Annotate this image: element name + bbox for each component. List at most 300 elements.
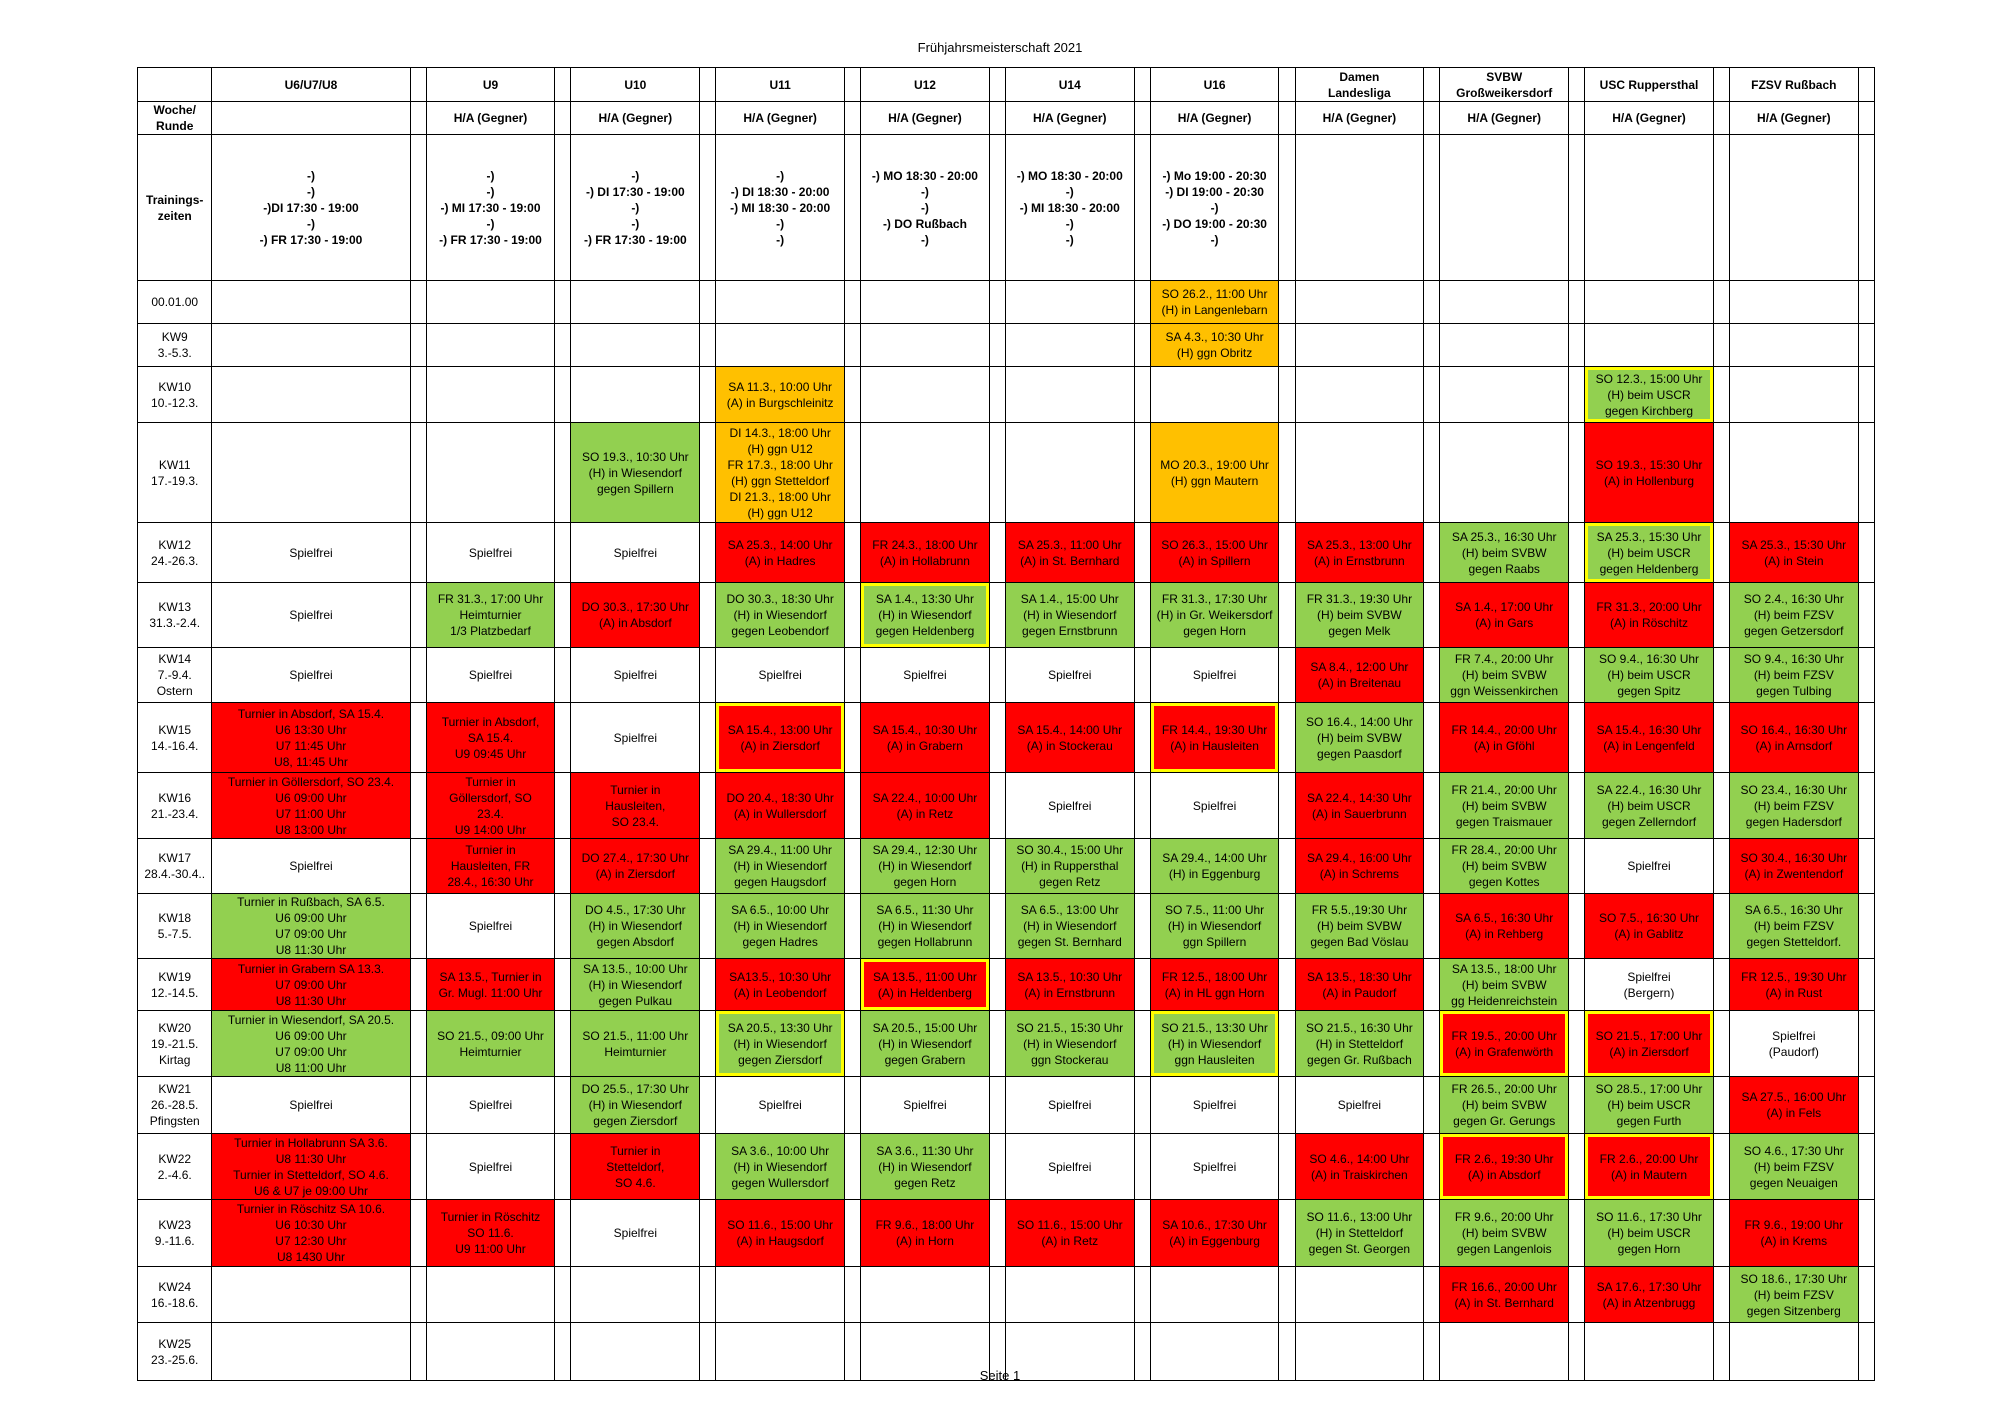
spacer-cell [700,583,716,648]
spacer-cell [1713,367,1729,423]
empty-cell [571,367,700,423]
spacer-cell [1279,648,1295,703]
empty-cell [1729,324,1858,367]
match-cell: FR 31.3., 19:30 Uhr (H) beim SVBW gegen Melk [1295,583,1424,648]
spacer-cell [1134,839,1150,894]
spacer-cell [410,1011,426,1077]
match-cell: Spielfrei [1150,1077,1279,1134]
empty-cell [571,1267,700,1323]
spacer-cell [1569,281,1585,324]
spacer-cell [845,1011,861,1077]
match-cell: SA 11.3., 10:00 Uhr (A) in Burgschleinitz [716,367,845,423]
week-label: KW19 12.-14.5. [138,959,212,1011]
match-cell: FR 19.5., 20:00 Uhr (A) in Grafenwörth [1440,1011,1569,1077]
spacer-cell [1279,1200,1295,1267]
spacer-cell [1279,102,1295,135]
match-cell: SA 13.5., Turnier in Gr. Mugl. 11:00 Uhr [426,959,555,1011]
match-cell: Spielfrei [1005,1077,1134,1134]
spacer-cell [1424,773,1440,839]
empty-cell [1295,367,1424,423]
match-cell: Spielfrei [426,1134,555,1200]
week-row [138,1011,1875,1077]
ha-column-header: H/A (Gegner) [1585,102,1714,135]
spacer-cell [845,423,861,523]
spacer-cell [1858,102,1874,135]
match-cell: SA 3.6., 10:00 Uhr (H) in Wiesendorf gegen Wullersdorf [716,1134,845,1200]
empty-cell [1150,1267,1279,1323]
match-cell: SA 8.4., 12:00 Uhr (A) in Breitenau [1295,648,1424,703]
week-row [138,1077,1875,1134]
spacer-cell [845,102,861,135]
match-cell: Spielfrei [861,648,990,703]
match-cell: Spielfrei [1005,1134,1134,1200]
match-cell: SA 29.4., 11:00 Uhr (H) in Wiesendorf gegen Haugsdorf [716,839,845,894]
match-cell: SA 6.5., 16:30 Uhr (A) in Rehberg [1440,894,1569,959]
spacer-cell [989,648,1005,703]
match-cell: Turnier in Stetteldorf, SO 4.6. [571,1134,700,1200]
spacer-cell [989,894,1005,959]
match-cell: SO 11.6., 15:00 Uhr (A) in Retz [1005,1200,1134,1267]
spacer-cell [410,1077,426,1134]
week-label: KW15 14.-16.4. [138,703,212,773]
week-label: KW12 24.-26.3. [138,523,212,583]
week-row [138,583,1875,648]
spacer-cell [410,281,426,324]
spacer-cell [989,1200,1005,1267]
corner-cell [138,68,212,102]
empty-cell [212,423,410,523]
spacer-cell [410,68,426,102]
empty-cell [716,324,845,367]
spacer-cell [555,367,571,423]
spacer-cell [1134,102,1150,135]
spacer-cell [1424,102,1440,135]
spacer-cell [989,68,1005,102]
training-times-cell [1585,135,1714,281]
week-row [138,1267,1875,1323]
match-cell: SO 23.4., 16:30 Uhr (H) beim FZSV gegen Hadersdorf [1729,773,1858,839]
team-header: U10 [571,68,700,102]
match-cell: FR 26.5., 20:00 Uhr (H) beim SVBW gegen Gr. Gerungs [1440,1077,1569,1134]
match-cell: Spielfrei [1005,773,1134,839]
empty-cell [1729,367,1858,423]
empty-cell [861,1267,990,1323]
training-times-cell [1729,135,1858,281]
spacer-cell [1279,135,1295,281]
spacer-cell [410,1134,426,1200]
match-cell: Turnier in Röschitz SO 11.6. U9 11:00 Uhr [426,1200,555,1267]
spacer-cell [555,68,571,102]
week-label: KW22 2.-4.6. [138,1134,212,1200]
match-cell: Spielfrei [1295,1077,1424,1134]
spacer-cell [555,959,571,1011]
spacer-cell [555,135,571,281]
match-cell: SA 1.4., 15:00 Uhr (H) in Wiesendorf gegen Ernstbrunn [1005,583,1134,648]
training-times-cell: -) -) DI 17:30 - 19:00 -) -) -) FR 17:30 - 19:00 [571,135,700,281]
match-cell: SO 16.4., 16:30 Uhr (A) in Arnsdorf [1729,703,1858,773]
week-label: KW9 3.-5.3. [138,324,212,367]
spacer-cell [555,423,571,523]
match-cell: SO 28.5., 17:00 Uhr (H) beim USCR gegen Furth [1585,1077,1714,1134]
empty-cell [1295,281,1424,324]
match-cell: Spielfrei [1005,648,1134,703]
training-label: Trainings- zeiten [138,135,212,281]
spacer-cell [1424,959,1440,1011]
match-cell: SO 26.2., 11:00 Uhr (H) in Langenlebarn [1150,281,1279,324]
spacer-cell [1279,959,1295,1011]
match-cell: Turnier in Absdorf, SA 15.4. U6 13:30 Uhr U7 11:45 Uhr U8, 11:45 Uhr [212,703,410,773]
training-times-cell [1295,135,1424,281]
spacer-cell [1134,894,1150,959]
match-cell: SA 13.5., 10:00 Uhr (H) in Wiesendorf gegen Pulkau [571,959,700,1011]
spacer-cell [1858,324,1874,367]
empty-cell [1585,281,1714,324]
spacer-cell [989,1077,1005,1134]
spacer-cell [700,773,716,839]
spacer-cell [1713,1267,1729,1323]
spacer-cell [555,1200,571,1267]
spacer-cell [1569,102,1585,135]
training-times-cell: -) Mo 19:00 - 20:30 -) DI 19:00 - 20:30 -) -) DO 19:00 - 20:30 -) [1150,135,1279,281]
match-cell: SA 15.4., 10:30 Uhr (A) in Grabern [861,703,990,773]
match-cell: Spielfrei [426,894,555,959]
match-cell: Turnier in Hausleiten, SO 23.4. [571,773,700,839]
week-label: KW13 31.3.-2.4. [138,583,212,648]
empty-cell [861,281,990,324]
spacer-cell [845,773,861,839]
match-cell: Spielfrei [861,1077,990,1134]
spacer-cell [1569,703,1585,773]
spacer-cell [1713,281,1729,324]
spacer-cell [555,523,571,583]
spacer-cell [1713,523,1729,583]
spacer-cell [1134,423,1150,523]
spacer-cell [1713,135,1729,281]
match-cell: Spielfrei [426,523,555,583]
spacer-cell [410,648,426,703]
spacer-cell [845,1267,861,1323]
match-cell: FR 28.4., 20:00 Uhr (H) beim SVBW gegen Kottes [1440,839,1569,894]
spacer-cell [1424,583,1440,648]
match-cell: SA 1.4., 13:30 Uhr (H) in Wiesendorf gegen Heldenberg [861,583,990,648]
spacer-cell [989,324,1005,367]
spacer-cell [410,324,426,367]
empty-cell [212,324,410,367]
spacer-cell [1279,423,1295,523]
match-cell: SO 21.5., 16:30 Uhr (H) in Stetteldorf gegen Gr. Rußbach [1295,1011,1424,1077]
match-cell: Spielfrei [1585,839,1714,894]
ha-column-header: H/A (Gegner) [1440,102,1569,135]
spacer-cell [1279,281,1295,324]
spacer-cell [1858,648,1874,703]
spacer-cell [555,281,571,324]
spacer-cell [1279,1077,1295,1134]
spacer-cell [1134,1077,1150,1134]
spacer-cell [989,281,1005,324]
spacer-cell [1569,423,1585,523]
empty-cell [1729,281,1858,324]
spacer-cell [555,1011,571,1077]
ha-column-header: H/A (Gegner) [1150,102,1279,135]
spacer-cell [700,648,716,703]
spacer-cell [845,959,861,1011]
spacer-cell [555,324,571,367]
spacer-cell [1858,959,1874,1011]
match-cell: Spielfrei [212,523,410,583]
spacer-cell [1134,648,1150,703]
spacer-cell [1424,324,1440,367]
team-header: U14 [1005,68,1134,102]
week-row [138,839,1875,894]
match-cell: SO 11.6., 13:00 Uhr (H) in Stetteldorf gegen St. Georgen [1295,1200,1424,1267]
match-cell: SA 25.3., 11:00 Uhr (A) in St. Bernhard [1005,523,1134,583]
team-header: USC Ruppersthal [1585,68,1714,102]
spacer-cell [1569,894,1585,959]
spacer-cell [700,839,716,894]
week-label: KW11 17.-19.3. [138,423,212,523]
empty-cell [716,281,845,324]
spacer-cell [1424,281,1440,324]
team-header: U16 [1150,68,1279,102]
empty-cell [1440,324,1569,367]
week-row [138,367,1875,423]
match-cell: SA 27.5., 16:00 Uhr (A) in Fels [1729,1077,1858,1134]
spacer-cell [410,523,426,583]
spacer-cell [1134,773,1150,839]
match-cell: FR 9.6., 20:00 Uhr (H) beim SVBW gegen Langenlois [1440,1200,1569,1267]
empty-cell [716,1267,845,1323]
week-label: KW18 5.-7.5. [138,894,212,959]
empty-cell [571,324,700,367]
spacer-cell [1569,648,1585,703]
spacer-cell [700,894,716,959]
match-cell: SA 13.5., 18:30 Uhr (A) in Paudorf [1295,959,1424,1011]
match-cell: SA 4.3., 10:30 Uhr (H) ggn Obritz [1150,324,1279,367]
spacer-cell [845,648,861,703]
match-cell: Turnier in Absdorf, SA 15.4. U9 09:45 Uhr [426,703,555,773]
week-row [138,703,1875,773]
week-row [138,324,1875,367]
empty-cell [1440,367,1569,423]
spacer-cell [1713,1011,1729,1077]
match-cell: SA 1.4., 17:00 Uhr (A) in Gars [1440,583,1569,648]
spacer-cell [845,1200,861,1267]
week-label: KW16 21.-23.4. [138,773,212,839]
spacer-cell [1134,1011,1150,1077]
spacer-cell [1424,68,1440,102]
match-cell: SA 29.4., 12:30 Uhr (H) in Wiesendorf gegen Horn [861,839,990,894]
spacer-cell [410,1267,426,1323]
match-cell: SO 4.6., 17:30 Uhr (H) beim FZSV gegen Neuaigen [1729,1134,1858,1200]
spacer-cell [845,68,861,102]
match-cell: SO 4.6., 14:00 Uhr (A) in Traiskirchen [1295,1134,1424,1200]
spacer-cell [555,703,571,773]
team-header: U11 [716,68,845,102]
spacer-cell [1279,324,1295,367]
match-cell: DO 4.5., 17:30 Uhr (H) in Wiesendorf gegen Absdorf [571,894,700,959]
match-cell: FR 21.4., 20:00 Uhr (H) beim SVBW gegen Traismauer [1440,773,1569,839]
match-cell: FR 9.6., 19:00 Uhr (A) in Krems [1729,1200,1858,1267]
match-cell: SO 11.6., 17:30 Uhr (H) beim USCR gegen Horn [1585,1200,1714,1267]
training-times-cell [1440,135,1569,281]
spacer-cell [1569,1077,1585,1134]
match-cell: SA 6.5., 13:00 Uhr (H) in Wiesendorf gegen St. Bernhard [1005,894,1134,959]
spacer-cell [410,703,426,773]
spacer-cell [845,523,861,583]
match-cell: SA 17.6., 17:30 Uhr (A) in Atzenbrugg [1585,1267,1714,1323]
match-cell: Spielfrei [571,523,700,583]
spacer-cell [845,703,861,773]
spacer-cell [1134,367,1150,423]
match-cell: Spielfrei [426,1077,555,1134]
spacer-cell [410,959,426,1011]
empty-cell [426,324,555,367]
match-cell: FR 5.5.,19:30 Uhr (H) beim SVBW gegen Bad Vöslau [1295,894,1424,959]
empty-cell [861,367,990,423]
spacer-cell [700,959,716,1011]
spacer-cell [1134,281,1150,324]
empty-cell [426,423,555,523]
spacer-cell [700,1134,716,1200]
training-row [138,135,1875,281]
match-cell: FR 9.6., 18:00 Uhr (A) in Horn [861,1200,990,1267]
match-cell: SO 21.5., 13:30 Uhr (H) in Wiesendorf ggn Hausleiten [1150,1011,1279,1077]
spacer-cell [1424,523,1440,583]
spacer-cell [700,1011,716,1077]
spacer-cell [1569,773,1585,839]
spacer-cell [1858,423,1874,523]
match-cell: SO 7.5., 16:30 Uhr (A) in Gablitz [1585,894,1714,959]
spacer-cell [1279,773,1295,839]
match-cell: SO 9.4., 16:30 Uhr (H) beim FZSV gegen Tulbing [1729,648,1858,703]
spacer-cell [410,135,426,281]
match-cell: SA 20.5., 13:30 Uhr (H) in Wiesendorf gegen Ziersdorf [716,1011,845,1077]
match-cell: SA 25.3., 15:30 Uhr (A) in Stein [1729,523,1858,583]
spacer-cell [845,135,861,281]
match-cell: FR 31.3., 17:30 Uhr (H) in Gr. Weikersdorf gegen Horn [1150,583,1279,648]
spacer-cell [410,102,426,135]
spacer-cell [845,281,861,324]
match-cell: MO 20.3., 19:00 Uhr (H) ggn Mautern [1150,423,1279,523]
header-row-teams [138,68,1875,102]
spacer-cell [1858,523,1874,583]
match-cell: Turnier in Hollabrunn SA 3.6. U8 11:30 Uhr Turnier in Stetteldorf, SO 4.6. U6 & U7 je 09:00 Uhr [212,1134,410,1200]
week-row [138,959,1875,1011]
team-header: FZSV Rußbach [1729,68,1858,102]
match-cell: SA 25.3., 13:00 Uhr (A) in Ernstbrunn [1295,523,1424,583]
empty-cell [1005,423,1134,523]
match-cell: SO 7.5., 11:00 Uhr (H) in Wiesendorf ggn Spillern [1150,894,1279,959]
spacer-cell [1424,367,1440,423]
spacer-cell [410,1200,426,1267]
match-cell: FR 12.5., 19:30 Uhr (A) in Rust [1729,959,1858,1011]
spacer-cell [555,839,571,894]
empty-cell [1440,423,1569,523]
spacer-cell [700,102,716,135]
spacer-cell [1424,839,1440,894]
match-cell: SO 19.3., 10:30 Uhr (H) in Wiesendorf gegen Spillern [571,423,700,523]
page-footer: Seite 1 [979,1368,1021,1383]
document-title: Frühjahrsmeisterschaft 2021 [917,40,1083,55]
spacer-cell [700,281,716,324]
spacer-cell [989,367,1005,423]
spacer-cell [1134,135,1150,281]
match-cell: Spielfrei [716,1077,845,1134]
match-cell: Spielfrei (Bergern) [1585,959,1714,1011]
week-label: KW24 16.-18.6. [138,1267,212,1323]
spacer-cell [410,367,426,423]
spacer-cell [700,135,716,281]
match-cell: SA 13.5., 11:00 Uhr (A) in Heldenberg [861,959,990,1011]
match-cell: SA 22.4., 14:30 Uhr (A) in Sauerbrunn [1295,773,1424,839]
match-cell: Spielfrei (Paudorf) [1729,1011,1858,1077]
spacer-cell [1424,1200,1440,1267]
match-cell: FR 31.3., 20:00 Uhr (A) in Röschitz [1585,583,1714,648]
spacer-cell [1134,583,1150,648]
match-cell: SA 25.3., 15:30 Uhr (H) beim USCR gegen Heldenberg [1585,523,1714,583]
match-cell: SA 29.4., 14:00 Uhr (H) in Eggenburg [1150,839,1279,894]
match-cell: DO 30.3., 17:30 Uhr (A) in Absdorf [571,583,700,648]
spacer-cell [1424,648,1440,703]
training-times-cell: -) MO 18:30 - 20:00 -) -) -) DO Rußbach -) [861,135,990,281]
match-cell: SO 18.6., 17:30 Uhr (H) beim FZSV gegen Sitzenberg [1729,1267,1858,1323]
match-cell: SO 21.5., 15:30 Uhr (H) in Wiesendorf ggn Stockerau [1005,1011,1134,1077]
week-row [138,1200,1875,1267]
spacer-cell [845,839,861,894]
match-cell: FR 12.5., 18:00 Uhr (A) in HL ggn Horn [1150,959,1279,1011]
spacer-cell [845,583,861,648]
week-row [138,773,1875,839]
team-header: SVBW Großweikersdorf [1440,68,1569,102]
match-cell: Spielfrei [426,648,555,703]
match-cell: SO 11.6., 15:00 Uhr (A) in Haugsdorf [716,1200,845,1267]
training-times-cell: -) -) -) MI 17:30 - 19:00 -) -) FR 17:30 - 19:00 [426,135,555,281]
spacer-cell [989,1011,1005,1077]
match-cell: SA 6.5., 11:30 Uhr (H) in Wiesendorf gegen Hollabrunn [861,894,990,959]
match-cell: SA 22.4., 16:30 Uhr (H) beim USCR gegen Zellerndorf [1585,773,1714,839]
spacer-cell [1858,1200,1874,1267]
team-header: U9 [426,68,555,102]
week-label: KW17 28.4.-30.4.. [138,839,212,894]
spacer-cell [845,894,861,959]
match-cell: Turnier in Göllersdorf, SO 23.4. U6 09:00 Uhr U7 11:00 Uhr U8 13:00 Uhr [212,773,410,839]
spacer-cell [1713,773,1729,839]
spacer-cell [1279,1011,1295,1077]
match-cell: Spielfrei [571,648,700,703]
spacer-cell [555,583,571,648]
training-times-cell: -) -) -)DI 17:30 - 19:00 -) -) FR 17:30 - 19:00 [212,135,410,281]
spacer-cell [1713,324,1729,367]
match-cell: FR 2.6., 19:30 Uhr (A) in Absdorf [1440,1134,1569,1200]
empty-cell [861,324,990,367]
spacer-cell [1424,135,1440,281]
spacer-cell [1279,68,1295,102]
spacer-cell [410,583,426,648]
match-cell: FR 31.3., 17:00 Uhr Heimturnier 1/3 Platzbedarf [426,583,555,648]
spacer-cell [1713,583,1729,648]
spacer-cell [700,324,716,367]
spacer-cell [1279,894,1295,959]
match-cell: FR 14.4., 20:00 Uhr (A) in Gföhl [1440,703,1569,773]
spacer-cell [555,894,571,959]
spacer-cell [989,583,1005,648]
spacer-cell [555,1267,571,1323]
spacer-cell [1713,959,1729,1011]
empty-cell [212,367,410,423]
match-cell: Turnier in Wiesendorf, SA 20.5. U6 09:00 Uhr U7 09:00 Uhr U8 11:00 Uhr [212,1011,410,1077]
ha-column-header: H/A (Gegner) [1729,102,1858,135]
match-cell: SA 22.4., 10:00 Uhr (A) in Retz [861,773,990,839]
